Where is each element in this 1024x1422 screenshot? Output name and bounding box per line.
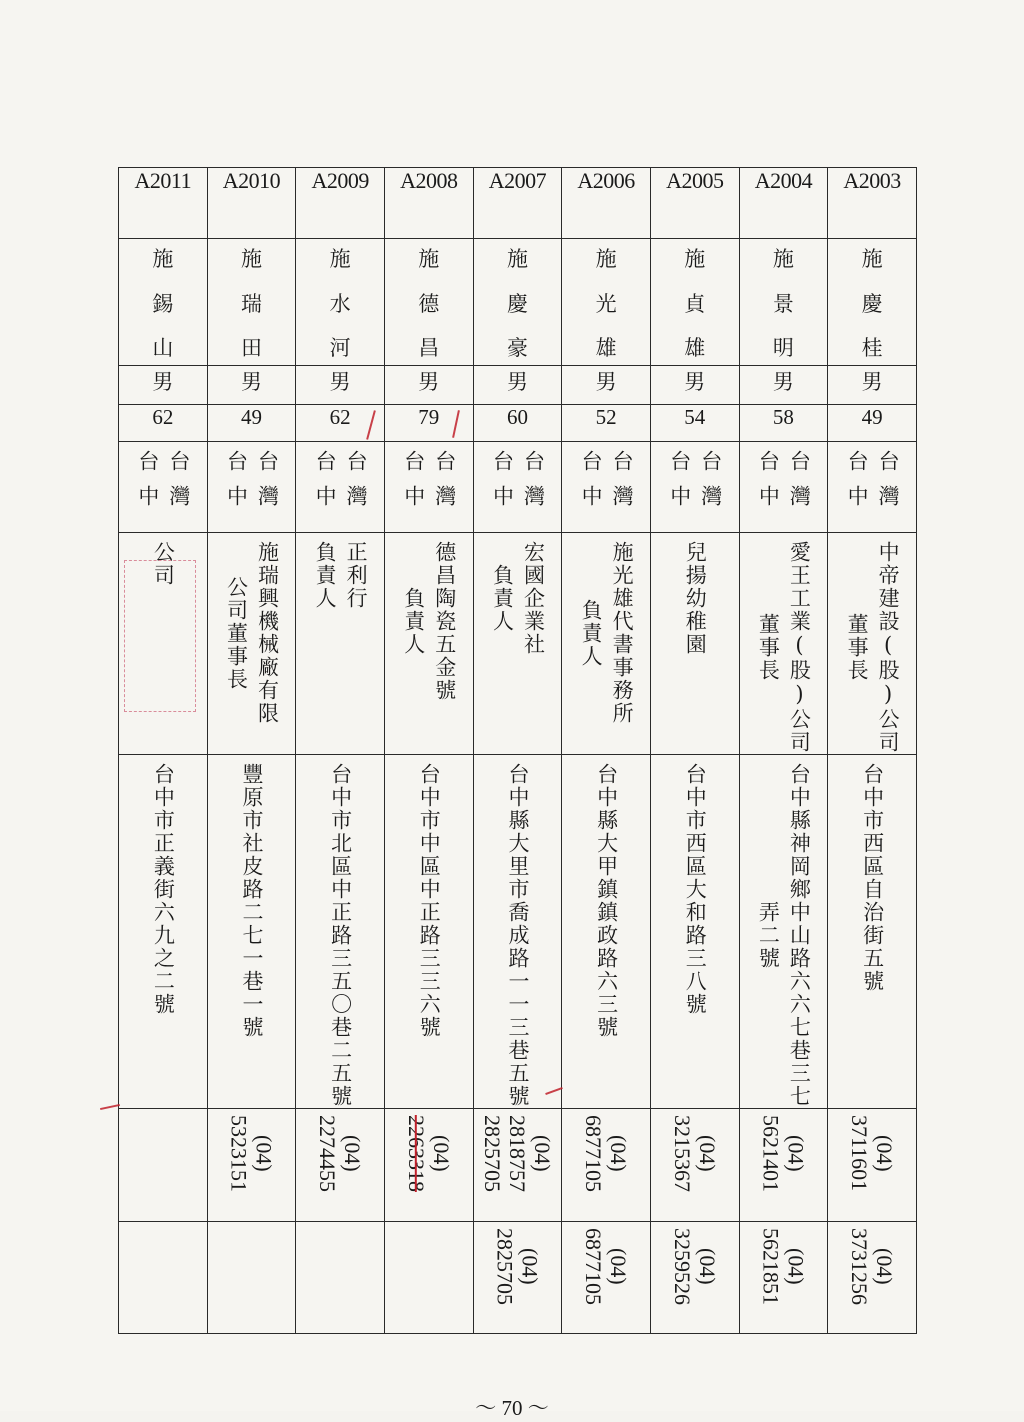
sex-value: 男 <box>240 370 262 394</box>
organization-line: 負責人 <box>401 587 426 656</box>
organization-line: 負責人 <box>490 564 515 633</box>
organization-line: 宏國企業社 <box>521 541 546 656</box>
birthplace-row <box>119 442 917 533</box>
member-id: A2009 <box>311 168 369 193</box>
sex-cell <box>119 366 208 405</box>
fax-cell <box>473 1222 562 1334</box>
sex-row <box>119 366 917 405</box>
phone-line: (04) <box>606 1135 632 1172</box>
address-line: 豐原市社皮路二七一巷一號 <box>239 763 264 1039</box>
name-char: 施 <box>861 247 883 271</box>
organization-line: 德昌陶瓷五金號 <box>432 541 457 702</box>
age-value: 79 <box>418 405 440 429</box>
fax-lines <box>296 1222 384 1228</box>
member-id: A2007 <box>488 168 547 193</box>
fax-lines <box>828 1222 916 1305</box>
address-row <box>119 755 917 1109</box>
id-cell <box>296 168 385 239</box>
name-char: 施 <box>329 247 351 271</box>
phone-cell <box>828 1109 917 1222</box>
address-lines <box>296 755 384 1108</box>
name-char: 田 <box>240 336 262 360</box>
birthplace-line: 台灣 <box>787 450 812 520</box>
birthplace-lines <box>208 442 296 520</box>
address-line: 台中縣神岡鄉中山路六六七巷三七 <box>787 763 812 1108</box>
name-char: 雄 <box>684 336 706 360</box>
address-lines <box>828 755 916 993</box>
name-cell <box>296 239 385 366</box>
fax-cell <box>562 1222 651 1334</box>
name-cell <box>384 239 473 366</box>
birthplace-line: 台中 <box>579 450 604 520</box>
address-cell <box>562 755 651 1109</box>
id-cell <box>828 168 917 239</box>
fax-line: 3731256 <box>847 1228 873 1305</box>
phone-line: 3711601 <box>847 1115 873 1192</box>
name-stack <box>828 239 916 365</box>
name-char: 施 <box>418 247 440 271</box>
age-value: 49 <box>861 405 883 429</box>
id-cell <box>562 168 651 239</box>
age-cell <box>207 405 296 442</box>
fax-lines <box>740 1222 828 1305</box>
name-char: 慶 <box>506 291 528 316</box>
name-char: 水 <box>329 291 351 316</box>
name-char: 瑞 <box>240 291 262 316</box>
name-cell <box>473 239 562 366</box>
sex-cell <box>828 366 917 405</box>
birthplace-cell <box>296 442 385 533</box>
name-char: 桂 <box>861 336 883 360</box>
age-cell <box>650 405 739 442</box>
fax-lines <box>208 1222 296 1228</box>
age-value: 54 <box>684 405 706 429</box>
address-cell <box>828 755 917 1109</box>
sex-cell <box>473 366 562 405</box>
organization-line: 兒揚幼稚園 <box>683 541 708 656</box>
fax-lines <box>474 1222 562 1305</box>
birthplace-line: 台灣 <box>255 450 280 520</box>
organization-lines <box>474 533 562 656</box>
fax-line: (04) <box>694 1248 720 1285</box>
phone-line: 5323151 <box>226 1115 252 1192</box>
birthplace-cell <box>828 442 917 533</box>
phone-line: 6877105 <box>581 1115 607 1192</box>
fax-cell <box>384 1222 473 1334</box>
sex-value: 男 <box>152 370 174 394</box>
name-row <box>119 239 917 366</box>
name-stack <box>385 239 473 365</box>
address-cell <box>739 755 828 1109</box>
organization-cell <box>296 533 385 755</box>
name-char: 河 <box>329 336 351 360</box>
age-cell <box>562 405 651 442</box>
address-cell <box>207 755 296 1109</box>
birthplace-line: 台中 <box>667 450 692 520</box>
organization-line: 公司 <box>151 541 176 587</box>
name-char: 施 <box>684 247 706 271</box>
birthplace-line: 台中 <box>490 450 515 520</box>
birthplace-line: 台中 <box>401 450 426 520</box>
address-cell <box>384 755 473 1109</box>
name-char: 雄 <box>595 336 617 360</box>
age-cell <box>828 405 917 442</box>
sex-value: 男 <box>684 370 706 394</box>
address-line: 台中市中區中正路三三六號 <box>417 763 442 1039</box>
age-value: 60 <box>506 405 528 429</box>
phone-line: (04) <box>530 1135 556 1172</box>
phone-line: 2274455 <box>315 1115 341 1192</box>
member-id: A2004 <box>754 168 813 193</box>
organization-line: 董事長 <box>756 613 781 682</box>
phone-cell <box>384 1109 473 1222</box>
phone-cell <box>650 1109 739 1222</box>
sex-value: 男 <box>595 370 617 394</box>
phone-line: (04) <box>783 1135 809 1172</box>
sex-value: 男 <box>861 370 883 394</box>
id-cell <box>384 168 473 239</box>
birthplace-lines <box>651 442 739 520</box>
id-cell <box>207 168 296 239</box>
birthplace-line: 台中 <box>756 450 781 520</box>
birthplace-lines <box>828 442 916 520</box>
address-line: 台中縣大甲鎮鎮政路六三號 <box>594 763 619 1039</box>
phone-cell <box>739 1109 828 1222</box>
address-lines <box>562 755 650 1039</box>
member-id: A2005 <box>666 168 724 193</box>
sex-value: 男 <box>329 370 351 394</box>
name-char: 施 <box>152 247 174 271</box>
address-cell <box>473 755 562 1109</box>
birthplace-lines <box>296 442 384 520</box>
phone-line: 3215367 <box>669 1115 695 1192</box>
sex-cell <box>739 366 828 405</box>
birthplace-line: 台灣 <box>698 450 723 520</box>
fax-line: (04) <box>606 1248 632 1285</box>
phone-lines <box>828 1109 916 1191</box>
birthplace-lines <box>119 442 207 520</box>
organization-lines <box>208 533 296 725</box>
organization-lines <box>828 533 916 754</box>
birthplace-line: 台灣 <box>521 450 546 520</box>
address-cell <box>650 755 739 1109</box>
fax-cell <box>296 1222 385 1334</box>
phone-lines <box>296 1109 384 1192</box>
fax-lines <box>562 1222 650 1305</box>
address-line: 台中縣大里市喬成路一一三巷五號 <box>505 763 530 1108</box>
id-cell <box>739 168 828 239</box>
name-char: 施 <box>595 247 617 271</box>
member-id: A2003 <box>843 168 901 193</box>
id-cell <box>473 168 562 239</box>
name-stack <box>208 239 296 365</box>
fax-lines <box>119 1222 207 1228</box>
birthplace-lines <box>740 442 828 520</box>
red-pen-mark <box>100 1104 120 1110</box>
sex-value: 男 <box>418 370 440 394</box>
organization-cell <box>650 533 739 755</box>
birthplace-lines <box>385 442 473 520</box>
fax-cell <box>207 1222 296 1334</box>
birthplace-line: 台中 <box>845 450 870 520</box>
fax-cell <box>119 1222 208 1334</box>
member-id: A2011 <box>134 168 192 193</box>
birthplace-lines <box>562 442 650 520</box>
organization-cell <box>384 533 473 755</box>
age-cell <box>119 405 208 442</box>
sex-cell <box>650 366 739 405</box>
member-id: A2008 <box>400 168 458 193</box>
name-char: 施 <box>772 247 794 271</box>
name-cell <box>828 239 917 366</box>
age-value: 58 <box>772 405 794 429</box>
age-row <box>119 405 917 442</box>
birthplace-line: 台中 <box>313 450 338 520</box>
sex-cell <box>562 366 651 405</box>
birthplace-cell <box>119 442 208 533</box>
phone-cell <box>562 1109 651 1222</box>
phone-line: 5621401 <box>758 1115 784 1192</box>
organization-lines <box>562 533 650 725</box>
name-char: 明 <box>772 336 794 360</box>
age-cell <box>739 405 828 442</box>
name-stack <box>119 239 207 365</box>
phone-line: (04) <box>872 1134 898 1172</box>
member-id: A2006 <box>577 168 635 193</box>
organization-cell <box>473 533 562 755</box>
birthplace-line: 台灣 <box>432 450 457 520</box>
age-value: 52 <box>595 405 617 429</box>
sex-cell <box>384 366 473 405</box>
address-lines <box>385 755 473 1039</box>
sex-value: 男 <box>772 370 794 394</box>
birthplace-line: 台中 <box>224 450 249 520</box>
name-cell <box>119 239 208 366</box>
phone-line: (04) <box>251 1135 277 1172</box>
birthplace-line: 台灣 <box>344 450 369 520</box>
age-value: 62 <box>329 405 351 429</box>
address-cell <box>119 755 208 1109</box>
address-line: 台中市西區自治街五號 <box>860 763 885 993</box>
name-char: 貞 <box>684 291 706 316</box>
address-line: 台中市北區中正路三五〇巷二五號 <box>328 763 353 1108</box>
fax-line: 3259526 <box>669 1228 695 1305</box>
name-char: 光 <box>595 291 617 316</box>
phone-row <box>119 1109 917 1222</box>
phone-line: 2263318 <box>403 1115 429 1192</box>
organization-lines <box>385 533 473 702</box>
fax-line: 5621851 <box>758 1228 784 1305</box>
fax-line: (04) <box>872 1248 898 1285</box>
address-line: 弄二號 <box>756 901 781 970</box>
phone-line: (04) <box>694 1135 720 1172</box>
name-char: 德 <box>418 291 440 316</box>
name-char: 錫 <box>152 291 174 316</box>
organization-line: 正利行 <box>344 541 369 610</box>
birthplace-line: 台中 <box>135 450 160 520</box>
name-cell <box>562 239 651 366</box>
birthplace-line: 台灣 <box>876 450 901 520</box>
organization-cell <box>562 533 651 755</box>
name-char: 豪 <box>506 336 528 360</box>
organization-line: 施瑞興機械廠有限 <box>255 541 280 725</box>
name-stack <box>651 239 739 365</box>
organization-line: 負責人 <box>579 598 604 668</box>
organization-line: 董事長 <box>845 613 870 682</box>
sex-value: 男 <box>506 370 528 394</box>
pink-selection-mark <box>124 560 196 712</box>
organization-lines <box>740 533 828 754</box>
address-lines <box>208 755 296 1039</box>
name-stack <box>562 239 650 365</box>
birthplace-cell <box>739 442 828 533</box>
name-char: 景 <box>772 291 794 316</box>
name-char: 施 <box>506 247 528 271</box>
name-cell <box>739 239 828 366</box>
fax-cell <box>650 1222 739 1334</box>
id-cell <box>650 168 739 239</box>
fax-lines <box>385 1222 473 1228</box>
member-id: A2010 <box>222 168 281 193</box>
roster-table <box>118 167 917 1334</box>
name-cell <box>207 239 296 366</box>
id-cell <box>119 168 208 239</box>
birthplace-cell <box>207 442 296 533</box>
address-cell <box>296 755 385 1109</box>
page-number: ～ 70 ～ <box>475 1396 549 1420</box>
address-lines <box>651 755 739 1016</box>
fax-cell <box>828 1222 917 1334</box>
name-stack <box>740 239 828 365</box>
phone-lines <box>740 1109 828 1192</box>
fax-line: 2825705 <box>492 1228 518 1305</box>
fax-line: (04) <box>517 1248 543 1285</box>
organization-line: 施光雄代書事務所 <box>610 541 635 725</box>
age-value: 49 <box>240 405 262 429</box>
phone-cell <box>207 1109 296 1222</box>
organization-line: 公司董事長 <box>224 575 249 691</box>
phone-lines <box>562 1109 650 1192</box>
fax-row <box>119 1222 917 1334</box>
organization-row <box>119 533 917 755</box>
fax-lines <box>651 1222 739 1305</box>
organization-cell <box>207 533 296 755</box>
phone-lines <box>208 1109 296 1192</box>
fax-line: 6877105 <box>581 1228 607 1305</box>
name-char: 山 <box>152 336 174 360</box>
organization-lines <box>296 533 384 610</box>
phone-line: 2818757 <box>505 1115 530 1192</box>
organization-line: 中帝建設(股)公司 <box>876 541 901 754</box>
birthplace-cell <box>473 442 562 533</box>
birthplace-cell <box>384 442 473 533</box>
address-lines <box>474 755 562 1108</box>
phone-lines <box>651 1109 739 1192</box>
name-stack <box>296 239 384 365</box>
name-stack <box>474 239 562 365</box>
address-lines <box>740 755 828 1108</box>
phone-cell <box>473 1109 562 1222</box>
organization-line: 負責人 <box>313 541 338 610</box>
age-cell <box>473 405 562 442</box>
organization-line: 愛王工業(股)公司 <box>787 541 812 754</box>
phone-cell <box>119 1109 208 1222</box>
sex-cell <box>207 366 296 405</box>
name-char: 慶 <box>861 291 883 316</box>
birthplace-cell <box>650 442 739 533</box>
name-char: 施 <box>240 247 262 271</box>
address-lines <box>119 755 207 1016</box>
birthplace-cell <box>562 442 651 533</box>
name-char: 昌 <box>418 336 440 360</box>
id-row <box>119 168 917 239</box>
phone-line: (04) <box>428 1135 454 1172</box>
phone-lines <box>385 1109 473 1192</box>
organization-cell <box>828 533 917 755</box>
address-line: 台中市西區大和路三八號 <box>683 763 708 1016</box>
phone-lines <box>119 1109 207 1115</box>
name-cell <box>650 239 739 366</box>
age-value: 62 <box>152 405 174 429</box>
phone-line: (04) <box>340 1135 366 1172</box>
fax-cell <box>739 1222 828 1334</box>
organization-cell <box>739 533 828 755</box>
fax-line: (04) <box>783 1248 809 1285</box>
birthplace-line: 台灣 <box>610 450 635 520</box>
sex-cell <box>296 366 385 405</box>
organization-lines <box>651 533 739 656</box>
phone-line: 2825705 <box>479 1115 505 1192</box>
phone-cell <box>296 1109 385 1222</box>
birthplace-line: 台灣 <box>166 450 191 520</box>
phone-lines <box>474 1109 562 1192</box>
address-line: 台中市正義街六九之二號 <box>151 763 176 1016</box>
birthplace-lines <box>474 442 562 520</box>
